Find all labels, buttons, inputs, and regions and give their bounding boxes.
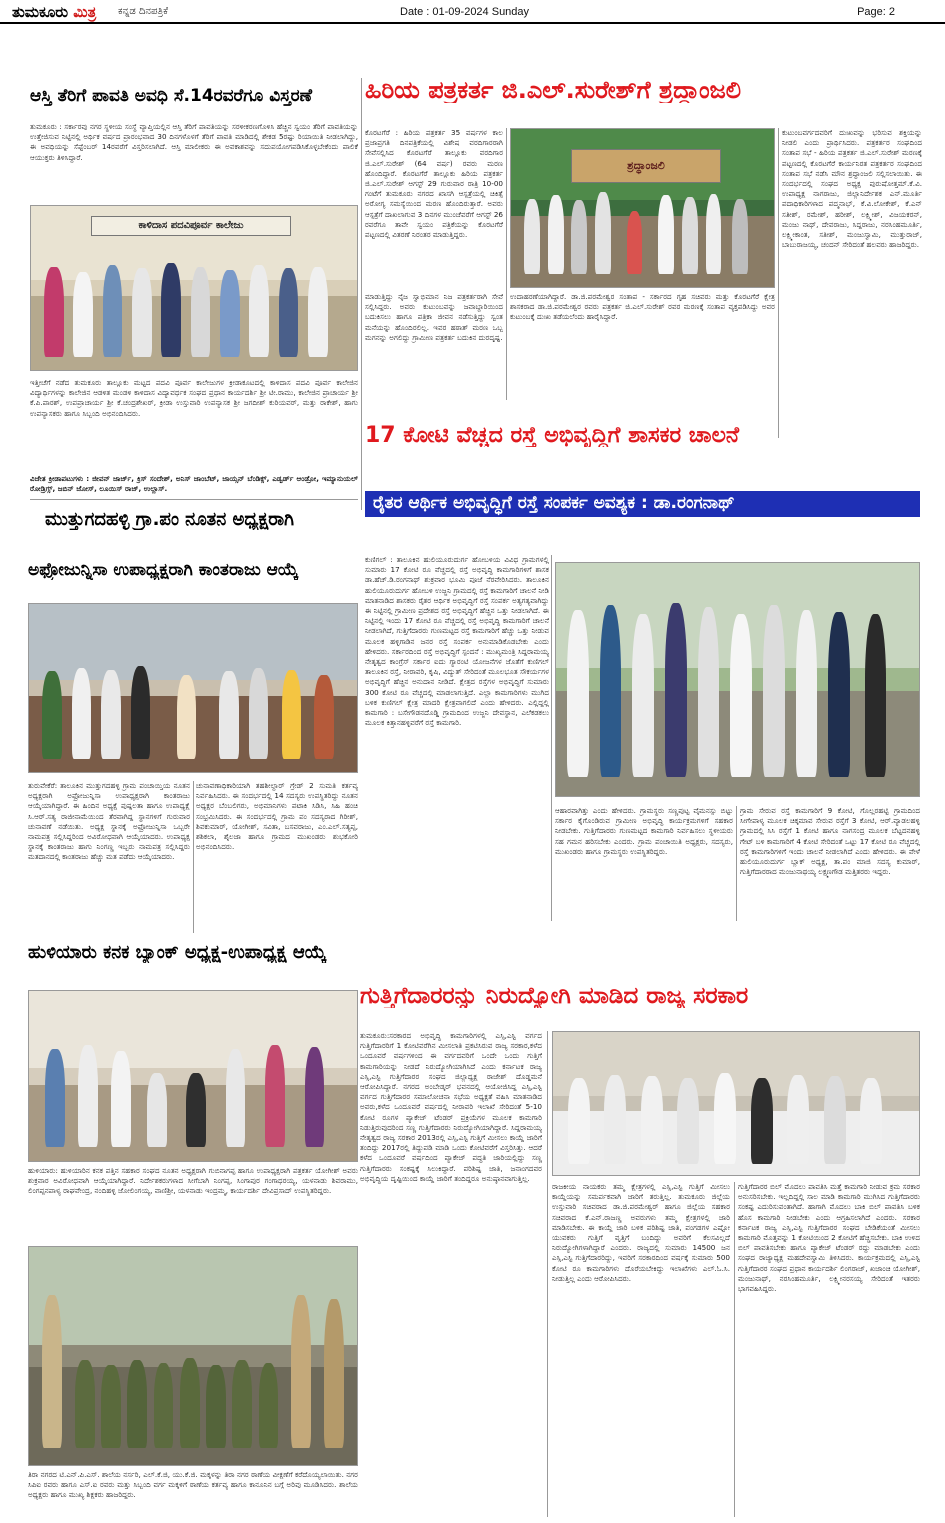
story4-headline-line1: ಮುತ್ತುಗದಹಳ್ಳಿ ಗ್ರಾ.ಪಂ ನೂತನ ಅಧ್ಯಕ್ಷರಾಗಿ <box>45 511 294 530</box>
story2-photo <box>510 128 775 288</box>
story1-headline: ಆಸ್ತಿ ತೆರಿಗೆ ಪಾವತಿ ಅವಧಿ ಸೆ.14ರವರೆಗೂ ವಿಸ್ತರಣೆ <box>30 88 312 106</box>
story4-headline-line2: ಅಫ್ರೋಜುನ್ನಿಸಾ ಉಪಾಧ್ಯಕ್ಷರಾಗಿ ಕಾಂತರಾಜು ಆಯ್ಕೆ <box>28 562 299 580</box>
tribute-banner: ಶ್ರದ್ಧಾಂಜಲಿ <box>571 149 721 183</box>
story4-col2: ಚುನಾವಣಾಧಿಕಾರಿಯಾಗಿ ತಹಶೀಲ್ದಾರ್ ಗ್ರೇಡ್ 2 ಸುಮತಿ ಕರ್ತವ್ಯ ನಿರ್ವಹಿಸಿದರು. ಈ ಸಂದರ್ಭದಲ್ಲಿ 14 ಸದಸ್ಯರು ಉಪಸ್ಥಿತರಿದ್ದು ನೂತನ ಅಧ್ಯಕ್ಷರ ಬೆಂಬಲಿಗರು, ಅಭಿಮಾನಿಗಳು ಪಟಾಕಿ ಸಿಡಿಸಿ, ಸಿಹಿ ಹಂಚಿ ಸಂಭ್ರಮಿಸಿದರು. ಈ ಸಂದರ್ಭದಲ್ಲಿ ಗ್ರಾಮ ಪಂ ಸದಸ್ಯರಾದ ಗಿರೀಶ್, ಶಿವಕುಮಾರ್, ಯೋಗೀಶ್, ಸವಿತಾ, ಬಸವರಾಜು, ಎಂ.ಎಲ್.ಸತ್ಯಪ್ಪ, ಶಶಿಕಲಾ, ಶೈಲಜಾ ಹಾಗೂ ಗ್ರಾಮದ ಮುಖಂಡರು ಶುಭಕೋರಿ ಅಭಿನಂದಿಸಿದರು. <box>196 781 358 852</box>
story1-photo <box>30 205 358 371</box>
story2-col1b: ಮಾಡುತ್ತಿದ್ದು ನೈಜ ಸ್ವಾಭಿಮಾನ ನಿಜ ಪತ್ರಕರ್ತರಾಗಿ ಸೇವೆ ಸಲ್ಲಿಸಿದ್ದರು. ಅವರು ಕುಟುಂಬವನ್ನು ಜವಾಬ್ದಾರಿಯಿಂದ ಬದುಕಿಸಲು ಹಾಗೂ ಪತ್ರಿಕಾ ಜೀವನ ನಡೆಸುತ್ತಿದ್ದು ಸ್ವಂತ ಮನೆಯನ್ನು ಹೊಂದಿರಲಿಲ್ಲ. ಇವರ ಹಠಾತ್ ಮರಣ ಒಬ್ಬ ಮಗನನ್ನು ಅಗಲಿದ್ದು ಗ್ರಾಮೀಣ ಪತ್ರಕರ್ತ ಬದುಕಿನ ದುರದೃಷ್ಟ. <box>365 292 503 342</box>
story6-photo <box>552 1031 920 1176</box>
logo-main: ತುಮಕೂರು <box>12 3 74 21</box>
issue-date: Date : 01-09-2024 Sunday <box>400 6 530 18</box>
story6-col3: ಗುತ್ತಿಗೆದಾರರ ಬಿಲ್ ಮೊದಲು ಪಾವತಿಸಿ ಮತ್ತೆ ಕಾಮಗಾರಿ ನೀಡುವ ಕ್ರಮ ಸರಕಾರ ಅನುಸರಿಸಬೇಕು. ಇಲ್ಲದಿದ್ದಲ್ಲಿ ಸಾಲ ಮಾಡಿ ಕಾಮಗಾರಿ ಮುಗಿಸಿದ ಗುತ್ತಿಗೆದಾರರು ಸಂಕಷ್ಟ ಎದುರಿಸುವಂತಾಗಿದೆ. ಹಾಗಾಗಿ ಮೊದಲು ಬಾಕಿ ಬಿಲ್ ಪಾವತಿಸಿ ಬಳಿಕ ಹೊಸ ಕಾಮಗಾರಿ ನೀಡಬೇಕು ಎಂದು ಆಗ್ರಹಿಸಲಾಗಿದೆ ಎಂದರು. ಸರಕಾರ ಕರ್ನಾಟಕ ರಾಜ್ಯ ಎಸ್ಸಿ,ಎಸ್ಟಿ ಗುತ್ತಿಗೆದಾರರ ಸಂಘದ ಬೇಡಿಕೆಯಂತೆ ಮೀಸಲು ಕಾಮಗಾರಿ ಮೊತ್ತವನ್ನು 1 ಕೋಟಿಯಿಂದ 2 ಕೋಟಿಗೆ ಹೆಚ್ಚಿಸಬೇಕು. ಬಾಕಿ ಉಳಿದ ಬಿಲ್ ಪಾವತಿಸಬೇಕು ಹಾಗೂ ಪ್ಯಾಕೇಜ್ ಟೆಂಡರ್ ರದ್ದು ಮಾಡಬೇಕು ಎಂದು ಸಂಘದ ರಾಜ್ಯಾಧ್ಯಕ್ಷ ಮಹದೇವಸ್ವಾಮಿ ತಿಳಿಸಿದರು. ಕಾರ್ಯಕ್ರಮದಲ್ಲಿ ಎಸ್ಸಿ,ಎಸ್ಟಿ ಗುತ್ತಿಗೆದಾರರ ಸಂಘದ ಪ್ರಧಾನ ಕಾರ್ಯದರ್ಶಿ ಲಿಂಗರಾಜ್, ಖಜಾಂಚಿ ಯೋಗೀಶ್, ಮಂಜುನಾಥ್, ನರಸಿಂಹಮೂರ್ತಿ, ಲಕ್ಷ್ಮೀನರಸಯ್ಯ ಸೇರಿದಂತೆ ಇತರರು ಭಾಗವಹಿಸಿದ್ದರು. <box>738 1182 920 1294</box>
story3-subhead: ರೈತರ ಆರ್ಥಿಕ ಅಭಿವೃದ್ಧಿಗೆ ರಸ್ತೆ ಸಂಪರ್ಕ ಅವಶ್ಯಕ : ಡಾ.ರಂಗನಾಥ್ <box>365 491 920 517</box>
story6-headline: ಗುತ್ತಿಗೆದಾರರನ್ನು ನಿರುದ್ಯೋಗಿ ಮಾಡಿದ ರಾಜ್ಯ ಸರಕಾರ <box>360 984 749 1009</box>
newspaper-subtitle: ಕನ್ನಡ ದಿನಪತ್ರಿಕೆ <box>118 6 169 17</box>
story2-col1: ಕೊರಟಗೆರೆ : ಹಿರಿಯ ಪತ್ರಕರ್ತ 35 ವರ್ಷಗಳ ಕಾಲ ಪ್ರಜಾಪ್ರಗತಿ ದಿನಪತ್ರಿಕೆಯಲ್ಲಿ ವಿಶೇಷ ವರದಿಗಾರರಾಗಿ ಸೇವೆಸಲ್ಲಿಸಿದ ಕೊರಟಗೆರೆ ತಾಲ್ಲೂಕು ವರದಿಗಾರ ಜಿ.ಎಲ್.ಸುರೇಶ್ (64 ವರ್ಷ) ರವರು ಮರಣ ಹೊಂದಿದ್ದಾರೆ. ಕೊರಟಗೆರೆ ತಾಲ್ಲೂಕು ಹಿರಿಯ ಪತ್ರಕರ್ತ ಜಿ.ಎಲ್.ಸುರೇಶ್ ಆಗಸ್ಟ್ 29 ಗುರುವಾರ ರಾತ್ರಿ 10-00 ಗಂಟೆಗೆ ತುಮಕೂರು ನಗರದ ಖಾಸಗಿ ಆಸ್ಪತ್ರೆಯಲ್ಲಿ ಚಿಕಿತ್ಸೆ ಅರೋಗ್ಯ ಸಮಸ್ಯೆಯಿಂದ ಮರಣ ಹೊಂದಿರುತ್ತಾರೆ. ಅವರು ಆಸ್ಪತ್ರೆಗೆ ದಾಖಲಾಗುವ 3 ದಿನಗಳ ಮುಂಚೆವರೆಗೆ ಆಗಸ್ಟ್ 26 ರವರೆಗೂ ತಾವೇ ಸ್ವಯಂ ಪತ್ರಿಕೆಯನ್ನು ಕೊರಟಗೆರೆ ಪಟ್ಟಣದಲ್ಲಿ ವಿತರಣೆ ನಿರಂತರ ಮಾಡುತ್ತಿದ್ದರು. <box>365 128 503 240</box>
story1-caption: ಇತ್ತೀಚೆಗೆ ನಡೆದ ತುಮಕೂರು ತಾಲ್ಲೂಕು ಮಟ್ಟದ ಪದವಿ ಪೂರ್ವ ಕಾಲೇಜುಗಳ ಕ್ರೀಡಾಕೂಟದಲ್ಲಿ ಕಾಳಿದಾಸ ಪದವಿ ಪೂರ್ವ ಕಾಲೇಜಿನ ವಿದ್ಯಾರ್ಥಿಗಳನ್ನು ಕಾಲೇಜಿನ ಆಡಳಿತ ಮಂಡಳಿ ಕಾಳಿದಾಸ ವಿದ್ಯಾವರ್ಧಕ ಸಂಘದ ಪ್ರಧಾನ ಕಾರ್ಯದರ್ಶಿ ಶ್ರೀ ಟೀ.ರಾಮು, ಕಾಲೇಜಿನ ಪ್ರಾಚಾರ್ಯ ಶ್ರೀ ಕೆ.ಪಿ.ಪಾರಶ್, ಉಪಪ್ರಾಚಾರ್ಯ ಶ್ರೀ ಕೆ.ಚಂದ್ರಶೇಖರ್, ಕ್ರೀಡಾ ಉಸ್ತುವಾರಿ ಉಪನ್ಯಾಸಕ ಶ್ರೀ ಜಗದೀಶ್ ಕುರಿಯವರ್, ಮತ್ತು ರಾಕೇಶ್, ಹಾಗು ಉಪನ್ಯಾಸಕರು ಹಾಗೂ ಸಿಬ್ಬಂದಿ ಅಭಿನಂದಿಸಿದರು. <box>30 378 358 418</box>
story3-col3: ಗ್ರಾಮ ಸೇರುವ ರಸ್ತೆ ಕಾಮಗಾರಿಗೆ 9 ಕೋಟಿ, ಗೊಲ್ಲರಹಟ್ಟಿ ಗ್ರಾಮದಿಂದ ಸೀಗೇಪಾಳ್ಯ ಮೂಲಕ ಚಿಕ್ಕಮಾವ ಸೇರುವ ರಸ್ತೆಗೆ 3 ಕೋಟಿ, ಆರ್.ವ್ಯಾಡಲಹಳ್ಳಿ ಗ್ರಾಮದಲ್ಲಿ ಸಿಸಿ ರಸ್ತೆಗೆ 1 ಕೋಟಿ ಹಾಗೂ ನಾಗಸಂದ್ರ ಮೂಲಕ ಬೆಟ್ಟದನಹಳ್ಳಿ ಗೇಟ್ ಬಳಿ ಕಾಮಗಾರಿಗೆ 4 ಕೋಟಿ ಸೇರಿದಂತೆ ಒಟ್ಟು 17 ಕೋಟಿ ರೂ ವೆಚ್ಚದಲ್ಲಿ ರಸ್ತೆ ಕಾಮಗಾರಿಗಳಿಗೆ ಇಂದು ಚಾಲನೆ ನೀಡಲಾಗಿದೆ ಎಂದು ಹೇಳಿದರು. ಈ ವೇಳೆ ಹುಲಿಯೂರುದುರ್ಗ ಬ್ಲಾಕ್ ಅಧ್ಯಕ್ಷ, ತಾ.ಪಂ ಮಾಜಿ ಸದಸ್ಯ ಕುಮಾರ್, ಗುತ್ತಿಗೆದಾರರಾದ ಮಂಜುನಾಥಯ್ಯ ಲಕ್ಷ್ಮಣಗೌಡ ಮತ್ತಿತರರು ಇದ್ದರು. <box>740 806 920 877</box>
story4-col1: ತುರುವೇಕೆರೆ: ತಾಲೂಕಿನ ಮುತ್ತುಗದಹಳ್ಳಿ ಗ್ರಾಮ ಪಂಚಾಯ್ತಿಯ ನೂತನ ಅಧ್ಯಕ್ಷರಾಗಿ ಅಫ್ರೋಜುನ್ನಿಸಾ ಉಪಾಧ್ಯಕ್ಷರಾಗಿ ಕಾಂತರಾಜು ಆಯ್ಕೆಯಾಗಿದ್ದಾರೆ. ಈ ಹಿಂದಿನ ಅಧ್ಯಕ್ಷೆ ಪುಷ್ಪಲತಾ ಹಾಗೂ ಉಪಾಧ್ಯಕ್ಷೆ ಸಿ.ಆರ್.ಸತ್ಯ ರಾಜೀನಾಮೆಯಿಂದ ತೆರವಾಗಿದ್ದ ಸ್ಥಾನಗಳಿಗೆ ಗುರುವಾರ ಚುನಾವಣೆ ನಡೆಯಿತು. ಅಧ್ಯಕ್ಷ ಸ್ಥಾನಕ್ಕೆ ಅಫ್ರೋಜುನ್ನಿಸಾ ಒಬ್ಬರೇ ನಾಮಪತ್ರ ಸಲ್ಲಿಸಿದ್ದರಿಂದ ಅವಿರೋಧವಾಗಿ ಆಯ್ಕೆಯಾದರು. ಉಪಾಧ್ಯಕ್ಷ ಸ್ಥಾನಕ್ಕೆ ಕಾಂತರಾಜು ಹಾಗು ನಿಂಗಣ್ಣ ಇಬ್ಬರು ನಾಮಪತ್ರ ಸಲ್ಲಿಸಿದ್ದರು ಮತದಾನದಲ್ಲಿ ಕಾಂತರಾಜು ಹೆಚ್ಚು ಮತ ಪಡೆದು ಆಯ್ಕೆಯಾದರು. <box>28 781 190 862</box>
college-signboard: ಕಾಳಿದಾಸ ಪದವಿಪೂರ್ವ ಕಾಲೇಜು <box>91 216 291 236</box>
story2-col3: ಕುಟುಂಬವರ್ಗದವರಿಗೆ ದುಃಖವನ್ನು ಭರಿಸುವ ಶಕ್ತಿಯನ್ನು ನೀಡಲಿ ಎಂದು ಪ್ರಾರ್ಥಿಸಿದರು. ಪತ್ರಕರ್ತರ ಸಂಘದಿಂದ ಸಂತಾಪ ಸಭೆ - ಹಿರಿಯ ಪತ್ರಕರ್ತ ಜಿ.ಎಲ್.ಸುರೇಶ್ ಮರಣಕ್ಕೆ ಪಟ್ಟಣದಲ್ಲಿ ಕೊರಟಗೆರೆ ಕಾರ್ಯನಿರತ ಪತ್ರಕರ್ತರ ಸಂಘದಿಂದ ಸಂತಾಪ ಸಭೆ ನಡೆಸಿ ಮೌನ ಶ್ರದ್ಧಾಂಜಲಿ ಸಲ್ಲಿಸಲಾಯಿತು. ಈ ಸಂದರ್ಭದಲ್ಲಿ ಸಂಘದ ಅಧ್ಯಕ್ಷ ಪುರುಷೋತ್ತಮ್.ಕೆ.ವಿ. ಉಪಾಧ್ಯಕ್ಷ ನಾಗರಾಜು, ಜಿಲ್ಲಾನಿರ್ದೇಶಕ ಎನ್.ಮೂರ್ತಿ ಪದಾಧಿಕಾರಿಗಳಾದ ಪದ್ಮನಾಭ್, ಕೆ.ವಿ.ಲೋಕೇಶ್, ಕೆ.ಎನ್ ಸತೀಶ್, ರಮೇಶ್, ಹರೀಶ್, ಲಕ್ಷ್ಮೀಶ್, ವಿಜಯಕರನ್, ಮಂಜು ನಾಥ್, ದೇವರಾಜು, ಸಿದ್ದರಾಜು, ನರಸಿಂಹಮೂರ್ತಿ, ಲಕ್ಷ್ಮೀಕಾಂತ, ಸತೀಶ್, ಮಂಜುಸ್ವಾಮಿ, ಮುತ್ತುರಾಜ್, ಬಾಬುರಾಜಯ್ಯ, ಚಂದನ್ ಸೇರಿದಂತೆ ಹಲವರು ಹಾಜರಿದ್ದರು. <box>782 128 922 250</box>
story5-photo <box>28 990 358 1162</box>
story1-winners: ವಿಜೇತ ಕ್ರೀಡಾಪಟುಗಳು : ಜೀವನ್ ಜಾರ್ಜ್, ಕ್ರಿಸ್ ಸಂದೇಶ್, ಅನಿಸ್ ಜಾಂಬೆಟ್, ಜಾಯ್ಸನ್ ಬೆಂಡಿಕ್ಸ್, ಎಡ್ವರ್ಡ್ ಆಂಡ್ರೋ, ಇಮ್ಯಾನುಯಲ್ ರೋಡ್ರಿಗ್ಸ್, ಜಬಿನ್ ಜೋಸ್, ಲೂಯಿಸ್ ರಾಜ್, ಉಲ್ಲಾಸ್. <box>30 474 358 494</box>
story2-col2: ಉದಾಹರಣೆಯಾಗಿದ್ದಾರೆ. ಡಾ.ಜಿ.ಪರಮೇಶ್ವರ ಸಂತಾಪ - ಸರ್ಕಾರದ ಗೃಹ ಸಚಿವರು ಮತ್ತು ಕೊರಟಗೆರೆ ಕ್ಷೇತ್ರ ಶಾಸಕರಾದ ಡಾ.ಜಿ.ಪರಮೇಶ್ವರ ರವರು ಪತ್ರಕರ್ತ ಜಿ.ಎಲ್.ಸುರೇಶ್ ರವರ ಮರಣಕ್ಕೆ ಸಂತಾಪ ವ್ಯಕ್ತಪಡಿಸಿದ್ದು ಅವರ ಕುಟುಂಬಕ್ಕೆ ದುಃಖ ತಡೆಯಲೆಂದು ಹಾರೈಸಿದ್ದಾರೆ. <box>510 292 775 322</box>
story4-photo <box>28 603 358 773</box>
story3-col2: ಆಹಾರವಾಗಿತ್ತು ಎಂದು ಹೇಳಿದರು. ಗ್ರಾಮಸ್ಥರು ಸಣ್ಣಪುಟ್ಟ ವೈಮನಸ್ಸು ಬಿಟ್ಟು ಸರ್ಕಾರ ಕೈಗೊಂಡಿರುವ ಗ್ರಾಮೀಣ ಅಭಿವೃದ್ಧಿ ಕಾರ್ಯಕ್ರಮಗಳಿಗೆ ಸಹಕಾರ ನೀಡಬೇಕು. ಗುತ್ತಿಗೆದಾರರು ಗುಣಮಟ್ಟದ ಕಾಮಗಾರಿ ನಿರ್ವಹಿಸಲು ಸ್ಥಳೀಯರು ಸಹ ಗಮನ ಹರಿಸಬೇಕು ಎಂದರು. ಗ್ರಾಮ ಪಂಚಾಯಿತಿ ಅಧ್ಯಕ್ಷರು, ಸದಸ್ಯರು, ಮುಖಂಡರು ಹಾಗೂ ಗ್ರಾಮಸ್ಥರು ಉಪಸ್ಥಿತರಿದ್ದರು. <box>555 806 733 856</box>
story3-photo <box>555 562 920 797</box>
story3-headline: 17 ಕೋಟಿ ವೆಚ್ಚದ ರಸ್ತೆ ಅಭಿವೃದ್ಧಿಗೆ ಶಾಸಕರ ಚಾಲನೆ <box>365 424 739 448</box>
school-visit-caption: ತಿರಾ ನಗರದ ಟಿ.ಎನ್.ಪಿ.ಎಸ್. ಶಾಲೆಯ ನರ್ಸರಿ, ಎಲ್.ಕೆ.ಜಿ, ಯು.ಕೆ.ಜಿ. ಮಕ್ಕಳನ್ನು ತಿರಾ ನಗರ ಠಾಣೆಯ ವೀಕ್ಷಣೆಗೆ ಕರೆದೊಯ್ಯಲಾಯಿತು. ನಗರ ಸಿಪಿಐ ರವರು ಹಾಗೂ ಎಸ್.ಐ ರವರು ಮತ್ತು ಸಿಬ್ಬಂದಿ ವರ್ಗ ಮಕ್ಕಳಿಗೆ ಠಾಣೆಯ ಕರ್ತವ್ಯ ಹಾಗೂ ಕಾನೂನಿನ ಬಗ್ಗೆ ಅರಿವು ಮೂಡಿಸಿದರು. ಶಾಲೆಯ ಅಧ್ಯಕ್ಷರು ಹಾಗೂ ಮುಖ್ಯ ಶಿಕ್ಷಕರು ಹಾಜರಿದ್ದರು. <box>28 1470 358 1500</box>
newspaper-logo <box>12 3 96 21</box>
masthead <box>0 0 945 24</box>
story6-col1: ತುಮಕೂರು:ಸರಕಾರದ ಅಭಿವೃದ್ಧಿ ಕಾಮಗಾರಿಗಳಲ್ಲಿ ಎಸ್ಸಿ,ಎಸ್ಟಿ ವರ್ಗದ ಗುತ್ತಿಗೆದಾರರಿಗೆ 1 ಕೋಟಿವರೆಗಿನ ಮೀಸಲಾತಿ ಪ್ರಕಟಿಸಿರುವ ರಾಜ್ಯ ಸರಕಾರ,ಕಳೆದ ಒಂದೂವರೆ ವರ್ಷಗಳಿಂದ ಈ ವರ್ಗದವರಿಗೆ ಒಂದೇ ಒಂದು ಗುತ್ತಿಗೆ ಕಾಮಗಾರಿಯನ್ನು ನೀಡದೆ ನಿರುದ್ಯೋಗಿಯಾಗಿಸಿದೆ ಎಂದು ಕರ್ನಾಟಕ ರಾಜ್ಯ ಎಸ್ಸಿ,ಎಸ್ಟಿ ಗುತ್ತಿಗೆದಾರರ ಸಂಘದ ಜಿಲ್ಲಾಧ್ಯಕ್ಷ ರಾಜೇಶ್ ದೊಡ್ಡಮನೆ ಆರೋಪಿಸಿದ್ದಾರೆ. ನಗರದ ಅಂಬೇಡ್ಕರ್ ಭವನದಲ್ಲಿ ಆಯೋಜಿಸಿದ್ದ ಎಸ್ಸಿ,ಎಸ್ಟಿ ವರ್ಗದ ಗುತ್ತಿಗೆದಾರರ ಸಮಾಲೋಚನಾ ಸಭೆಯ ಅಧ್ಯಕ್ಷತೆ ವಹಿಸಿ ಮಾತನಾಡಿದ ಅವರು,ಕಳೆದ ಒಂದೂವರೆ ವರ್ಷದಲ್ಲಿ ನೀರಾವರಿ ಇಲಾಖೆ ಸೇರಿದಂತೆ 5-10 ಕೋಟಿ ರೂಗಳ ಪ್ಯಾಕೇಜ್ ಟೆಂಡರ್ ಪ್ರಕ್ರಿಯೆಗಳ ಮೂಲಕ ಕಾಮಗಾರಿ ನಿಡುತ್ತಿರುವುದರಿಂದ ಸಣ್ಣ ಗುತ್ತಿಗೆದಾರರು ನಿರುದ್ಯೋಗಿಯಾಗಿದ್ದಾರೆ. ಸಿದ್ದರಾಮಯ್ಯ ನೇತೃತ್ವದ ರಾಜ್ಯ ಸರಕಾರ 2013ರಲ್ಲಿ ಎಸ್ಸಿ,ಎಸ್ಟಿ ಗುತ್ತಿಗೆ ಮೀಸಲು ಕಾಯ್ದೆ ಜಾರಿಗೆ ತಂದಿದ್ದು 2017ರಲ್ಲಿ ತಿದ್ದುಪಡಿ ಮಾಡಿ ಒಂದು ಕೋಟಿವರೆಗೆ ವಿಸ್ತರಿಸಿತ್ತು. ಆದರೆ ಕಳೆದ ಒಂದೂವರೆ ವರ್ಷದಿಂದ ಪ್ಯಾಕೇಜ್ ಪದ್ಧತಿ ಜಾರಿಯಲ್ಲಿದ್ದು ಸಣ್ಣ ಗುತ್ತಿಗೆದಾರರು ಸಂಕಷ್ಟಕ್ಕೆ ಸಿಲುಕಿದ್ದಾರೆ. ಪರಿಶಿಷ್ಟ ಜಾತಿ, ಜನಾಂಗದವರ ಅಭಿವೃದ್ಧಿಯ ದೃಷ್ಟಿಯಿಂದ ಕಾಯ್ದೆ ಜಾರಿಗೆ ತಂದಿದ್ದರೂ ಅನುಷ್ಠಾನವಾಗುತ್ತಿಲ್ಲ. <box>360 1031 542 1183</box>
story2-headline: ಹಿರಿಯ ಪತ್ರಕರ್ತ ಜಿ.ಎಲ್.ಸುರೇಶ್‌ಗೆ ಶ್ರದ್ಧಾಂಜಲಿ <box>365 78 742 104</box>
logo-accent: ಮಿತ್ರ <box>73 3 97 21</box>
school-visit-photo <box>28 1246 358 1466</box>
story1-body: ತುಮಕೂರು : ಸರ್ಕಾರವು ನಗರ ಸ್ಥಳೀಯ ಸಂಸ್ಥೆ ವ್ಯಾಪ್ತಿಯಲ್ಲಿನ ಆಸ್ತಿ ತೆರಿಗೆ ಪಾವತಿಯನ್ನು ಸರಳೀಕರಣಗೊಳಿಸಿ ಹೆಚ್ಚಿನ ಸ್ವಯಂ ತೆರಿಗೆ ಪಾವತಿಯನ್ನು ಉತ್ತೇಜಿಸುವ ನಿಟ್ಟಿನಲ್ಲಿ ಅರ್ಥಿಕ ವರ್ಷದ ಪ್ರಾರಂಭವಾದ 30 ದಿನಗಳೊಳಗೆ ತೆರಿಗೆ ಪಾವತಿ ಮಾಡಿದಲ್ಲಿ ಶೇಕಡ 5ರಷ್ಟು ರಿಯಾಯಿತಿ ನೀಡಲಾಗಿದ್ದು, ಈ ಅವಧಿಯನ್ನು ಸೆಪ್ಟೆಂಬರ್ 14ರವರೆಗೆ ವಿಸ್ತರಿಸಲಾಗಿದೆ. ಆಸ್ತಿ ಮಾಲೀಕರು ಈ ಅವಕಾಶವನ್ನು ಸದುಪಯೋಗಪಡಿಸಿಕೊಳ್ಳಬೇಕೆಂದು ಪಾಲಿಕೆ ಆಯುಕ್ತರು ತಿಳಿಸಿದ್ದಾರೆ. <box>30 122 358 162</box>
page-number: Page: 2 <box>857 6 895 18</box>
story3-col1: ಕುಣಿಗಲ್ : ತಾಲೂಕಿನ ಹುಲಿಯೂರುದುರ್ಗ ಹೋಬಳಿಯ ವಿವಿಧ ಗ್ರಾಮಗಳಲ್ಲಿ ಸುಮಾರು 17 ಕೋಟಿ ರೂ ವೆಚ್ಚದಲ್ಲಿ ರಸ್ತೆ ಅಭಿವೃದ್ಧಿ ಕಾಮಗಾರಿಗಳಿಗೆ ಶಾಸಕ ಡಾ.ಹೆಚ್.ಡಿ.ರಂಗನಾಥ್ ಶುಕ್ರವಾರ ಭೂಮಿ ಪೂಜೆ ನೆರವೇರಿಸಿದರು. ತಾಲೂಕಿನ ಹುಲಿಯೂರುದುರ್ಗ ಹೋಬಳಿ ಉಜ್ಜನಿ ಗ್ರಾಮದಲ್ಲಿ ರಸ್ತೆ ಕಾಮಗಾರಿಗೆ ಚಾಲನೆ ನೀಡಿ ಮಾತನಾಡಿದ ಶಾಸಕರು ರೈತರ ಆರ್ಥಿಕ ಅಭಿವೃದ್ಧಿಗೆ ರಸ್ತೆ ಸಂಪರ್ಕ ಅತ್ಯಗತ್ಯವಾಗಿದ್ದು ಈ ನಿಟ್ಟಿನಲ್ಲಿ ಗ್ರಾಮೀಣ ಪ್ರದೇಶದ ರಸ್ತೆ ಅಭಿವೃದ್ಧಿಗೆ ಹೆಚ್ಚಿನ ಒತ್ತು ನೀಡಲಾಗಿದೆ. ಈ ನಿಟ್ಟಿನಲ್ಲಿ ಇಂದು 17 ಕೋಟಿ ರೂ ವೆಚ್ಚದಲ್ಲಿ ರಸ್ತೆ ಅಭಿವೃದ್ಧಿ ಕಾಮಗಾರಿಗೆ ಚಾಲನೆ ನೀಡಲಾಗಿದೆ, ಗುತ್ತಿಗೆದಾರರು ಗುಣಮಟ್ಟದ ರಸ್ತೆ ಕಾಮಗಾರಿಗೆ ಹೆಚ್ಚು ಒತ್ತು ನೀಡುವ ಮೂಲಕ ಹಳ್ಳಿಗಾಡಿನ ಜನರ ರಸ್ತೆ ಸಂಪರ್ಕ ಅನುಮಾಡಿಕೊಡಬೇಕು ಎಂದು ಹೇಳಿದರು. ಸರ್ಕಾರದಿಂದ ರಸ್ತೆ ಅಭಿವೃದ್ಧಿಗೆ ಸ್ಪಂದನೆ : ಮುಖ್ಯಮಂತ್ರಿ ಸಿದ್ದರಾಮಯ್ಯ ನೇತೃತ್ವದ ಕಾಂಗ್ರೆಸ್ ಸರ್ಕಾರ ಐದು ಗ್ಯಾರಂಟಿ ಯೋಜನೆಗಳ ಜೊತೆಗೆ ಕುಣಿಗಲ್ ತಾಲೂಕಿನ ರಸ್ತೆ, ನೀರಾವರಿ, ಕೃಷಿ, ವಿದ್ಯುತ್ ಸೇರಿದಂತೆ ಮೂಲಭೂತ ಸೌಕರ್ಯಗಳ ಅಭಿವೃದ್ಧಿಗೆ ಹೆಚ್ಚಿನ ಅನುದಾನ ನೀಡಿದೆ. ಕ್ಷೇತ್ರದ ರಸ್ತೆಗಳ ಅಭಿವೃದ್ಧಿಗೆ ಸುಮಾರು 300 ಕೋಟಿ ರೂ ವೆಚ್ಚದಲ್ಲಿ ಮಾಡಲಾಗುತ್ತಿದೆ. ಎಲ್ಲಾ ಕಾಮಗಾರಿಗಳು ಮುಗಿದ ಬಳಿಕ ಕುಣಿಗಲ್ ಕ್ಷೇತ್ರ ಮಾದರಿ ಕ್ಷೇತ್ರವಾಗಲಿದೆ ಎಂದು ಹೇಳಿದರು. ಎಲ್ಲಿದ್ದಲ್ಲಿ ಕಾಮಗಾರಿ : ಬಸೇಗೌಡನದೊಡ್ಡಿ ಗ್ರಾಮದಿಂದ ಉಜ್ಜನಿ ದೇವಸ್ಥಾನ, ಎಲೆಕಡಕಲು ಮೂಲಕ ಕಿತ್ತಾನಹಳ್ಳಿವರೆಗೆ ರಸ್ತೆ ಕಾಮಗಾರಿ. <box>365 555 549 728</box>
story5-caption: ಹುಳಿಯಾರು: ಹುಳಿಯಾರಿನ ಕನಕ ಪತ್ತಿನ ಸಹಕಾರ ಸಂಘದ ನೂತನ ಅಧ್ಯಕ್ಷರಾಗಿ ಗುಬಿನಾಗಪ್ಪ ಹಾಗೂ ಉಪಾಧ್ಯಕ್ಷರಾಗಿ ಪತ್ರಕರ್ತ ಯೋಗೀಶ್ ಅವರು ಶುಕ್ರವಾರ ಅವಿರೋಧವಾಗಿ ಆಯ್ಕೆಯಾಗಿದ್ದಾರೆ. ನಿರ್ದೇಶಕರುಗಳಾದ ಸೀಗೆಬಾಗಿ ನಿಂಗಪ್ಪ, ಸಿಂಗಾಪುರ ಗಂಗಾಧರಯ್ಯ, ಯಳನಾಡು ಶಿವರಾಮು, ಲಿಂಗಪ್ಪನಪಾಳ್ಯ ರಾಘವೇಂದ್ರ, ನಂದಿಹಳ್ಳಿ ಜೋಲಿಂಗಯ್ಯ, ವಾಣಿಶ್ರೀ, ಯಳನಾಡು ಇಂದ್ರಮ್ಮ, ಕಾರ್ಯದರ್ಶಿ ದೇವಿಪ್ರಸಾದ್ ಉಪಸ್ಥಿತರಿದ್ದರು. <box>28 1166 358 1196</box>
story5-headline: ಹುಳಿಯಾರು ಕನಕ ಬ್ಯಾಂಕ್ ಅಧ್ಯಕ್ಷ-ಉಪಾಧ್ಯಕ್ಷ ಆಯ್ಕೆ <box>28 944 327 963</box>
story6-col2: ರಾಜಕೀಯ ನಾಯಕರು ತಮ್ಮ ಕ್ಷೇತ್ರಗಳಲ್ಲಿ ಎಸ್ಸಿ,ಎಸ್ಟಿ ಗುತ್ತಿಗೆ ಮೀಸಲು ಕಾಯ್ದೆಯನ್ನು ಸಮರ್ಪಕವಾಗಿ ಜಾರಿಗೆ ತರುತ್ತಿಲ್ಲ. ತುಮಕೂರು ಜಿಲ್ಲೆಯ ಉಸ್ತುವಾರಿ ಸಚಿವರಾದ ಡಾ.ಜಿ.ಪರಮೇಶ್ವರ್ ಹಾಗೂ ಜಿಲ್ಲೆಯ ಸಹಕಾರ ಸಚಿವರಾದ ಕೆ.ಎನ್.ರಾಜಣ್ಣ ಅವರುಗಳು ತಮ್ಮ ಕ್ಷೇತ್ರಗಳಲ್ಲಿ ಜಾರಿ ಮಾಡಿಸಬೇಕು. ಈ ಕಾಯ್ದೆ ಜಾರಿ ಬಳಿಕ ಪರಿಶಿಷ್ಟ ಜಾತಿ, ಪಂಗಡಗಳ ಎಷ್ಟೋ ಯುವಕರು ಗುತ್ತಿಗೆ ವೃತ್ತಿಗೆ ಬಂದಿದ್ದು ಅವರಿಗೆ ಕೆಲಸವಿಲ್ಲದೆ ನಿರುದ್ಯೋಗಿಗಳಾಗಿದ್ದಾರೆ ಎಂದರು. ರಾಜ್ಯದಲ್ಲಿ ಸುಮಾರು 14500 ಜನ ಎಸ್ಸಿ,ಎಸ್ಟಿ ಗುತ್ತಿಗೆದಾರರಿದ್ದು, ಇವರಿಗೆ ಸರಕಾರದಿಂದ ವರ್ಷಕ್ಕೆ ಸುಮಾರು 500 ಕೋಟಿ ರೂ ಕಾಮಗಾರಿಗಳು ದೊರೆಯಬೇಕಿದ್ದು ಇಲಾಖೆಗಳು ಎಲ್.ಓ.ಸಿ. ನೀಡುತ್ತಿಲ್ಲ ಎಂದು ಆರೋಪಿಸಿದರು. <box>552 1182 730 1283</box>
